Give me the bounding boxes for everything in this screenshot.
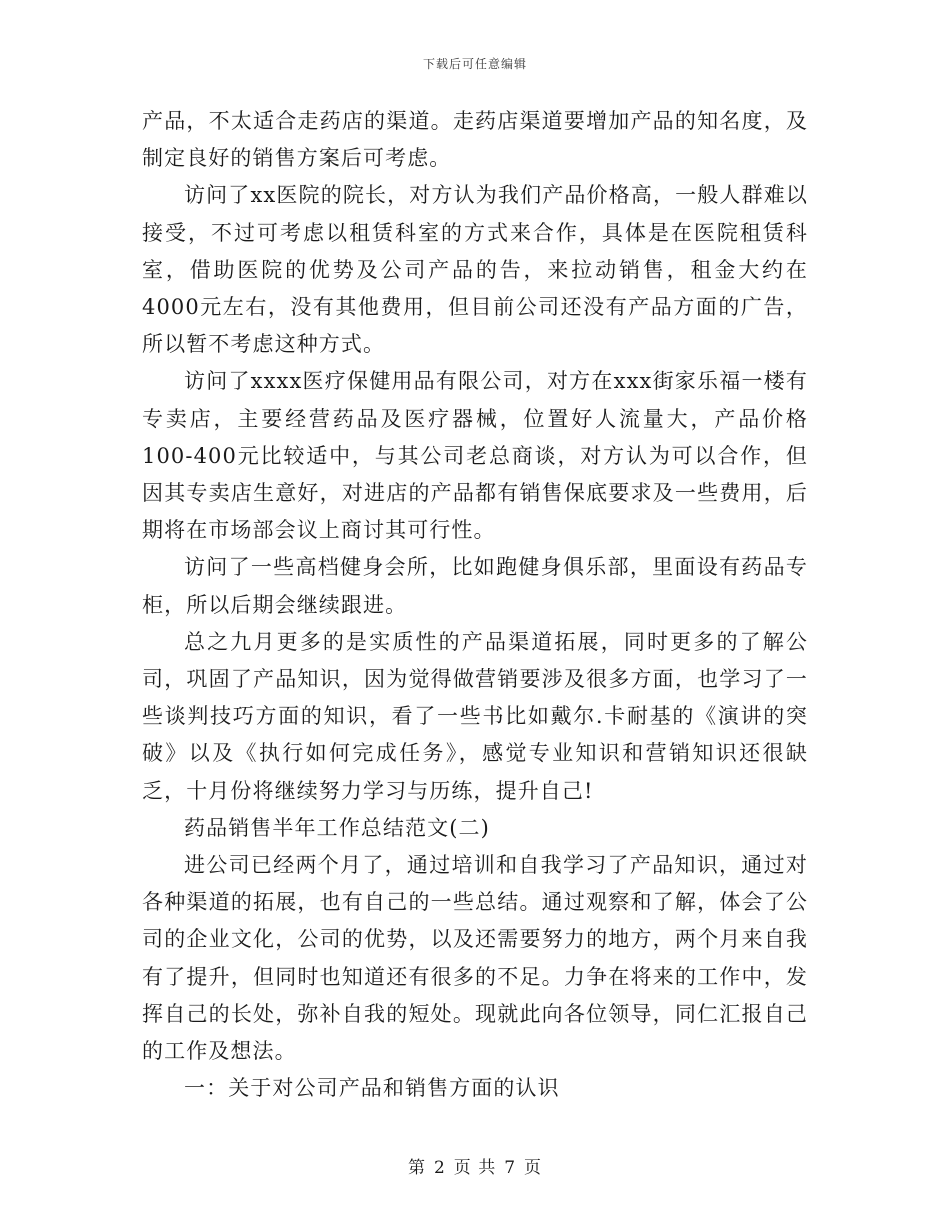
paragraph-2: 访问了xx医院的院长，对方认为我们产品价格高，一般人群难以接受，不过可考虑以租赁科室的方式来合作，具体是在医院租赁科室，借助医院的优势及公司产品的告，来拉动销售，租金大约在4000元左右，没有其他费用，但目前公司还没有产品方面的广告，所以暂不考虑这种方式。: [142, 183, 808, 357]
paragraph-6: 进公司已经两个月了，通过培训和自我学习了产品知识，通过对各种渠道的拓展，也有自己的一些总结。通过观察和了解，体会了公司的企业文化，公司的优势，以及还需要努力的地方，两个月来自我有了提升，但同时也知道还有很多的不足。力争在将来的工作中，发挥自己的长处，弥补自我的短处。现就此向各位领导，同仁汇报自己的工作及想法。: [142, 853, 808, 1064]
document-body: [142, 103, 808, 1107]
section-title-2: 药品销售半年工作总结范文(二): [184, 815, 490, 840]
page-footer: [0, 1153, 950, 1178]
paragraph-3: 访问了xxxx医疗保健用品有限公司，对方在xxx街家乐福一楼有专卖店，主要经营药品及医疗器械，位置好人流量大，产品价格100-400元比较适中，与其公司老总商谈，对方认为可以合作，但因其专卖店生意好，对进店的产品都有销售保底要求及一些费用，后期将在市场部会议上商讨其可行性。: [142, 369, 808, 543]
footer-current-page: 2: [433, 1158, 446, 1178]
footer-suffix: 页: [524, 1158, 543, 1178]
paragraph-4: 访问了一些高档健身会所，比如跑健身俱乐部，里面设有药品专柜，所以后期会继续跟进。: [142, 555, 808, 617]
paragraph-5: 总之九月更多的是实质性的产品渠道拓展，同时更多的了解公司，巩固了产品知识，因为觉得做营销要涉及很多方面，也学习了一些谈判技巧方面的知识，看了一些书比如戴尔.卡耐基的《演讲的突破》以及《执行如何完成任务》，感觉专业知识和营销知识还很缺乏，十月份将继续努力学习与历练，提升自己!: [142, 629, 808, 803]
footer-prefix: 第: [407, 1158, 426, 1178]
paragraph-1: 产品，不太适合走药店的渠道。走药店渠道要增加产品的知名度，及制定良好的销售方案后可考虑。: [142, 109, 808, 171]
section-heading-1: 一：关于对公司产品和销售方面的认识: [184, 1076, 560, 1101]
page-header: 下载后可任意编辑: [422, 57, 527, 71]
footer-total-pages: 7: [504, 1158, 517, 1178]
footer-middle: 页 共: [453, 1158, 497, 1178]
